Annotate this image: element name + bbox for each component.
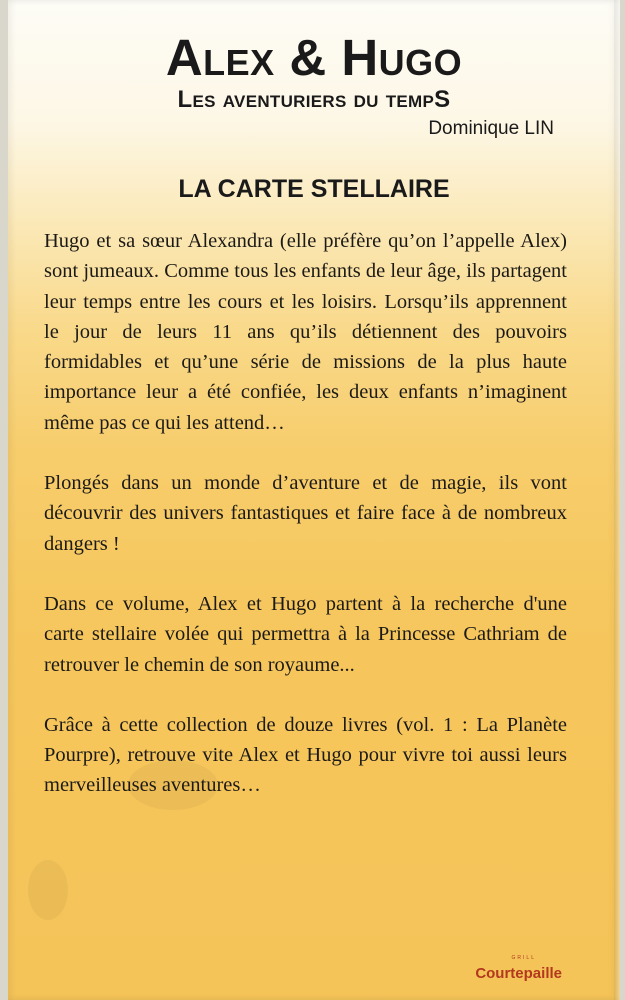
publisher-tag: GRILL (511, 955, 536, 961)
publisher-logo: Courtepaille (475, 965, 562, 982)
blurb-paragraph: Plongés dans un monde d’aventure et de magie, ils vont découvrir des univers fantastiques et faire face à de nombreux dangers ! (44, 472, 567, 555)
blurb-paragraph: Hugo et sa sœur Alexandra (elle préfère qu’on l’appelle Alex) sont jumeaux. Comme tous les enfants de leur âge, ils partagent leur temps entre les cours et les loisirs. Lorsqu’ils apprennent le jour de leurs 11 ans qu’ils détiennent des pouvoirs formidables et qu’une série de missions de la plus haute importance leur a été confiée, les deux enfants n’imaginent même pas ce qui les attend… (44, 230, 567, 434)
back-cover (8, 0, 620, 1000)
series-title: Alex & Hugo (165, 29, 463, 86)
page-edge (614, 0, 620, 1000)
blurb-paragraph: Dans ce volume, Alex et Hugo partent à la recherche d'une carte stellaire volée qui permettra à la Princesse Cathriam de retrouver le chemin de son royaume... (44, 592, 567, 676)
blurb-paragraph: Grâce à cette collection de douze livres (vol. 1 : La Planète Pourpre), retrouve vite Alex et Hugo pour vivre toi aussi leurs merveilleuses aventures… (44, 713, 567, 797)
series-subtitle: Les aventuriers du tempS (177, 86, 451, 113)
blurb (44, 226, 567, 801)
book-title: LA CARTE STELLAIRE (178, 175, 450, 203)
author-name: Dominique LIN (428, 118, 554, 139)
stain (28, 860, 68, 920)
